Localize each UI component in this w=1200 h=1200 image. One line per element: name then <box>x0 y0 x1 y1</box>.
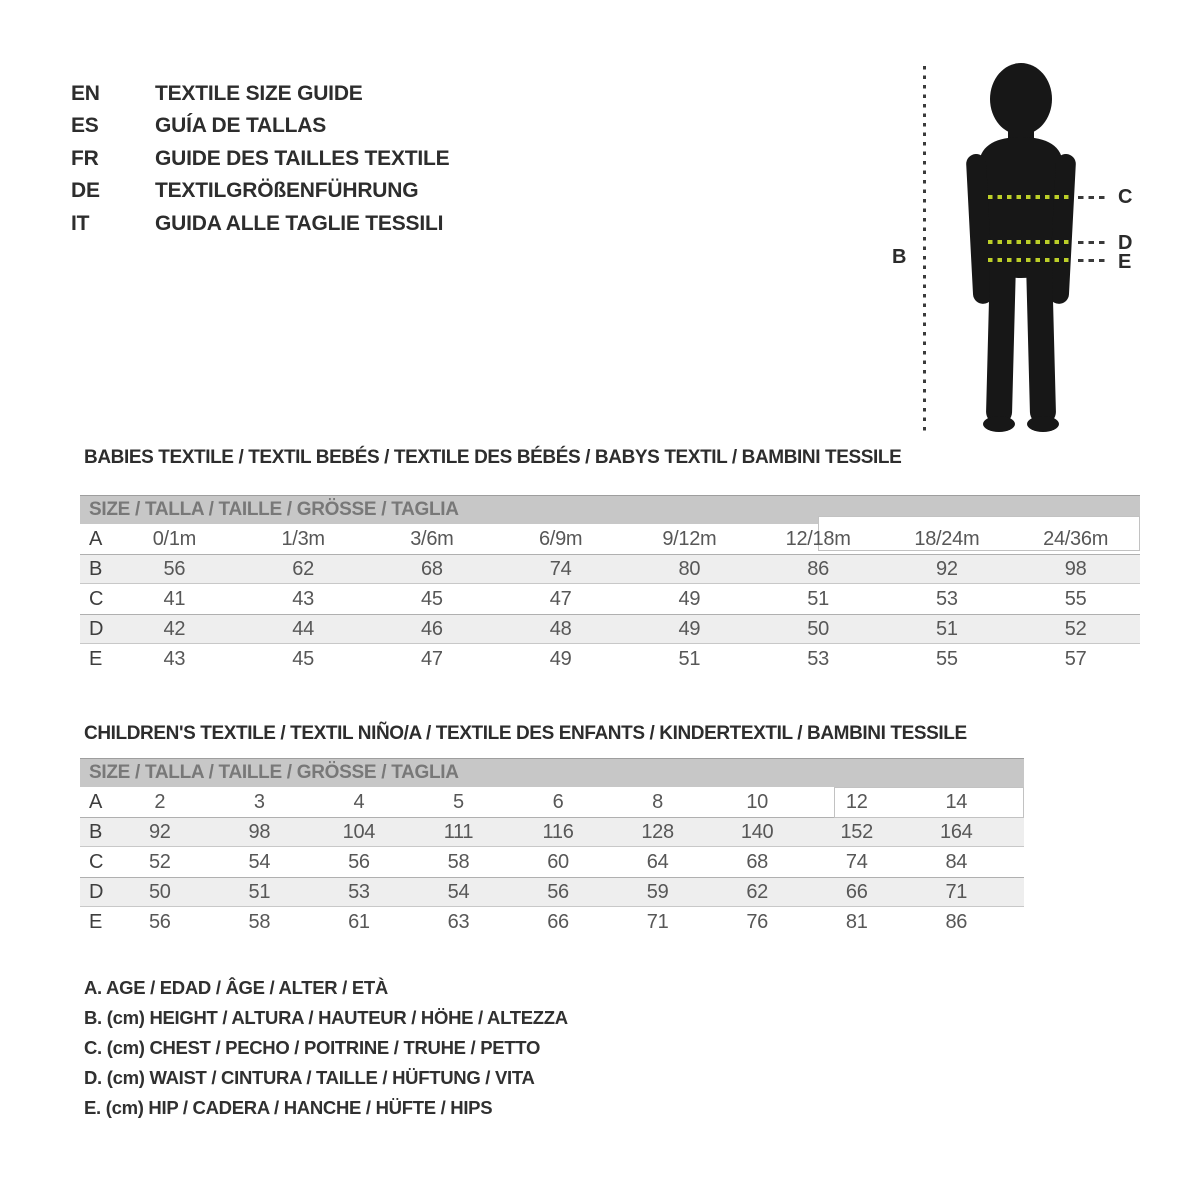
hip-label: E <box>1118 251 1132 273</box>
size-cell: 68 <box>746 850 768 873</box>
size-cell: 42 <box>163 617 186 640</box>
size-cell: 92 <box>936 557 958 580</box>
size-cell: 43 <box>292 587 314 610</box>
size-cell: 49 <box>678 587 701 610</box>
size-cell: 50 <box>807 617 829 640</box>
legend-line-waist: D. (cm) WAIST / CINTURA / TAILLE / HÜFTUNG / VITA <box>84 1067 535 1088</box>
language-row-es <box>71 110 449 142</box>
size-cell: 68 <box>421 557 443 580</box>
row-label: B <box>89 557 103 580</box>
size-cell: 46 <box>421 617 443 640</box>
size-cell: 92 <box>148 820 171 843</box>
size-cell: 60 <box>547 850 569 873</box>
size-cell: 62 <box>292 557 314 580</box>
size-cell: 52 <box>1064 617 1087 640</box>
size-cell: 61 <box>348 910 370 933</box>
size-cell: 14 <box>945 790 968 813</box>
size-cell: 45 <box>292 647 314 670</box>
size-cell: 49 <box>678 617 701 640</box>
row-label: C <box>89 850 104 873</box>
size-cell: 86 <box>945 910 968 933</box>
size-cell: 57 <box>1064 647 1087 670</box>
size-cell: 12/18m <box>785 527 851 550</box>
size-cell: 86 <box>807 557 829 580</box>
row-label: D <box>89 880 104 903</box>
size-cell: 53 <box>936 587 958 610</box>
row-label: B <box>89 820 103 843</box>
language-title: TEXTILE SIZE GUIDE <box>155 82 363 105</box>
size-cell: 2 <box>154 790 166 813</box>
waist-measure-dots <box>988 240 1072 244</box>
size-cell: 128 <box>641 820 674 843</box>
size-cell: 63 <box>447 910 470 933</box>
size-cell: 64 <box>646 850 669 873</box>
legend-line-hip: E. (cm) HIP / CADERA / HANCHE / HÜFTE / HIPS <box>84 1097 493 1118</box>
size-cell: 116 <box>542 820 574 843</box>
size-cell: 53 <box>807 647 829 670</box>
language-title: GUIDA ALLE TAGLIE TESSILI <box>155 211 444 235</box>
size-cell: 66 <box>845 880 868 903</box>
size-cell: 66 <box>547 910 569 933</box>
measurement-figure <box>880 45 1190 445</box>
waist-guide-dashes <box>1078 241 1106 244</box>
size-cell: 81 <box>845 910 868 933</box>
language-code: IT <box>71 211 90 235</box>
height-label: B <box>892 246 907 268</box>
size-cell: 140 <box>740 820 774 843</box>
size-table-row-b <box>80 554 1140 584</box>
size-cell: 1/3m <box>281 527 325 550</box>
size-cell: 58 <box>447 850 470 873</box>
size-cell: 49 <box>549 647 572 670</box>
row-label: A <box>89 527 103 550</box>
size-cell: 98 <box>1064 557 1087 580</box>
size-cell: 51 <box>807 587 829 610</box>
row-label: C <box>89 587 104 610</box>
size-cell: 54 <box>248 850 271 873</box>
hip-guide-dashes <box>1078 259 1106 262</box>
size-cell: 6 <box>552 790 564 813</box>
size-cell: 51 <box>678 647 701 670</box>
waist-label: D <box>1118 232 1133 254</box>
children-section-heading: CHILDREN'S TEXTILE / TEXTIL NIÑO/A / TEXTILE DES ENFANTS / KINDERTEXTIL / BAMBINI TESSILE <box>84 723 967 744</box>
size-cell: 164 <box>940 820 973 843</box>
size-cell: 24/36m <box>1043 527 1109 550</box>
hip-measure-dots <box>988 258 1072 262</box>
size-cell: 98 <box>248 820 271 843</box>
size-table-row-e <box>80 907 1024 937</box>
legend-line-height: B. (cm) HEIGHT / ALTURA / HAUTEUR / HÖHE / ALTEZZA <box>84 1007 568 1028</box>
size-cell: 55 <box>1064 587 1087 610</box>
size-cell: 4 <box>353 790 365 813</box>
size-cell: 59 <box>646 880 669 903</box>
size-cell: 41 <box>163 587 186 610</box>
size-cell: 9/12m <box>662 527 717 550</box>
height-measure-line <box>923 66 926 432</box>
language-row-de <box>71 175 449 207</box>
size-cell: 18/24m <box>914 527 980 550</box>
size-cell: 44 <box>292 617 314 640</box>
size-cell: 104 <box>342 820 376 843</box>
size-cell: 56 <box>163 557 186 580</box>
language-title: GUÍA DE TALLAS <box>155 114 327 138</box>
language-row-fr <box>71 143 449 175</box>
size-cell: 56 <box>348 850 370 873</box>
children-table-rows <box>80 787 1024 937</box>
size-cell: 56 <box>148 910 171 933</box>
size-header-bar <box>80 758 1024 787</box>
row-label: D <box>89 617 104 640</box>
legend-line-chest: C. (cm) CHEST / PECHO / POITRINE / TRUHE / PETTO <box>84 1037 541 1058</box>
size-cell: 47 <box>549 587 572 610</box>
row-label: E <box>89 910 103 933</box>
size-table-row-a <box>80 787 1024 817</box>
size-cell: 71 <box>646 910 669 933</box>
size-cell: 84 <box>945 850 968 873</box>
size-cell: 3 <box>253 790 265 813</box>
chest-measure-dots <box>988 195 1072 199</box>
size-cell: 51 <box>248 880 271 903</box>
language-title: TEXTILGRÖßENFÜHRUNG <box>155 179 419 203</box>
size-cell: 80 <box>678 557 701 580</box>
row-label: E <box>89 647 103 670</box>
size-table-row-c <box>80 847 1024 877</box>
babies-section-heading: BABIES TEXTILE / TEXTIL BEBÉS / TEXTILE DES BÉBÉS / BABYS TEXTIL / BAMBINI TESSILE <box>84 447 902 468</box>
size-cell: 51 <box>936 617 958 640</box>
language-code: DE <box>71 179 100 203</box>
size-cell: 152 <box>840 820 873 843</box>
language-title-list <box>71 78 449 240</box>
size-header-label: SIZE / TALLA / TAILLE / GRÖSSE / TAGLIA <box>89 762 459 783</box>
size-cell: 76 <box>746 910 768 933</box>
size-cell: 53 <box>348 880 370 903</box>
chest-guide-dashes <box>1078 196 1106 199</box>
chest-label: C <box>1118 186 1133 208</box>
language-row-en <box>71 78 449 110</box>
size-table-row-a <box>80 524 1140 554</box>
size-cell: 58 <box>248 910 271 933</box>
row-label: A <box>89 790 103 813</box>
size-cell: 55 <box>936 647 958 670</box>
size-table-row-e <box>80 644 1140 674</box>
babies-size-table <box>80 495 1140 674</box>
size-cell: 43 <box>163 647 186 670</box>
language-title: GUIDE DES TAILLES TEXTILE <box>155 146 450 170</box>
size-cell: 71 <box>945 880 968 903</box>
size-cell: 12 <box>845 790 868 813</box>
size-cell: 0/1m <box>152 527 196 550</box>
size-cell: 74 <box>845 850 868 873</box>
size-cell: 8 <box>652 790 663 813</box>
size-table-row-d <box>80 614 1140 644</box>
size-cell: 6/9m <box>538 527 583 550</box>
size-header-label: SIZE / TALLA / TAILLE / GRÖSSE / TAGLIA <box>89 499 459 520</box>
size-table-row-b <box>80 817 1024 847</box>
size-cell: 5 <box>453 790 464 813</box>
size-cell: 74 <box>549 557 572 580</box>
language-code: ES <box>71 114 99 138</box>
size-cell: 50 <box>148 880 171 903</box>
size-table-row-c <box>80 584 1140 614</box>
size-cell: 52 <box>148 850 171 873</box>
measurement-legend <box>84 973 568 1123</box>
size-cell: 3/6m <box>410 527 454 550</box>
size-cell: 47 <box>421 647 443 670</box>
language-code: EN <box>71 82 100 105</box>
size-cell: 111 <box>443 820 474 843</box>
language-row-it <box>71 208 449 240</box>
size-cell: 10 <box>746 790 768 813</box>
children-size-table <box>80 758 1024 937</box>
child-silhouette <box>962 62 1080 434</box>
babies-table-rows <box>80 524 1140 674</box>
language-code: FR <box>71 146 99 170</box>
size-cell: 56 <box>547 880 569 903</box>
size-cell: 48 <box>549 617 572 640</box>
size-cell: 62 <box>746 880 768 903</box>
legend-line-age: A. AGE / EDAD / ÂGE / ALTER / ETÀ <box>84 977 388 998</box>
size-cell: 45 <box>421 587 443 610</box>
size-cell: 54 <box>447 880 470 903</box>
size-table-row-d <box>80 877 1024 907</box>
